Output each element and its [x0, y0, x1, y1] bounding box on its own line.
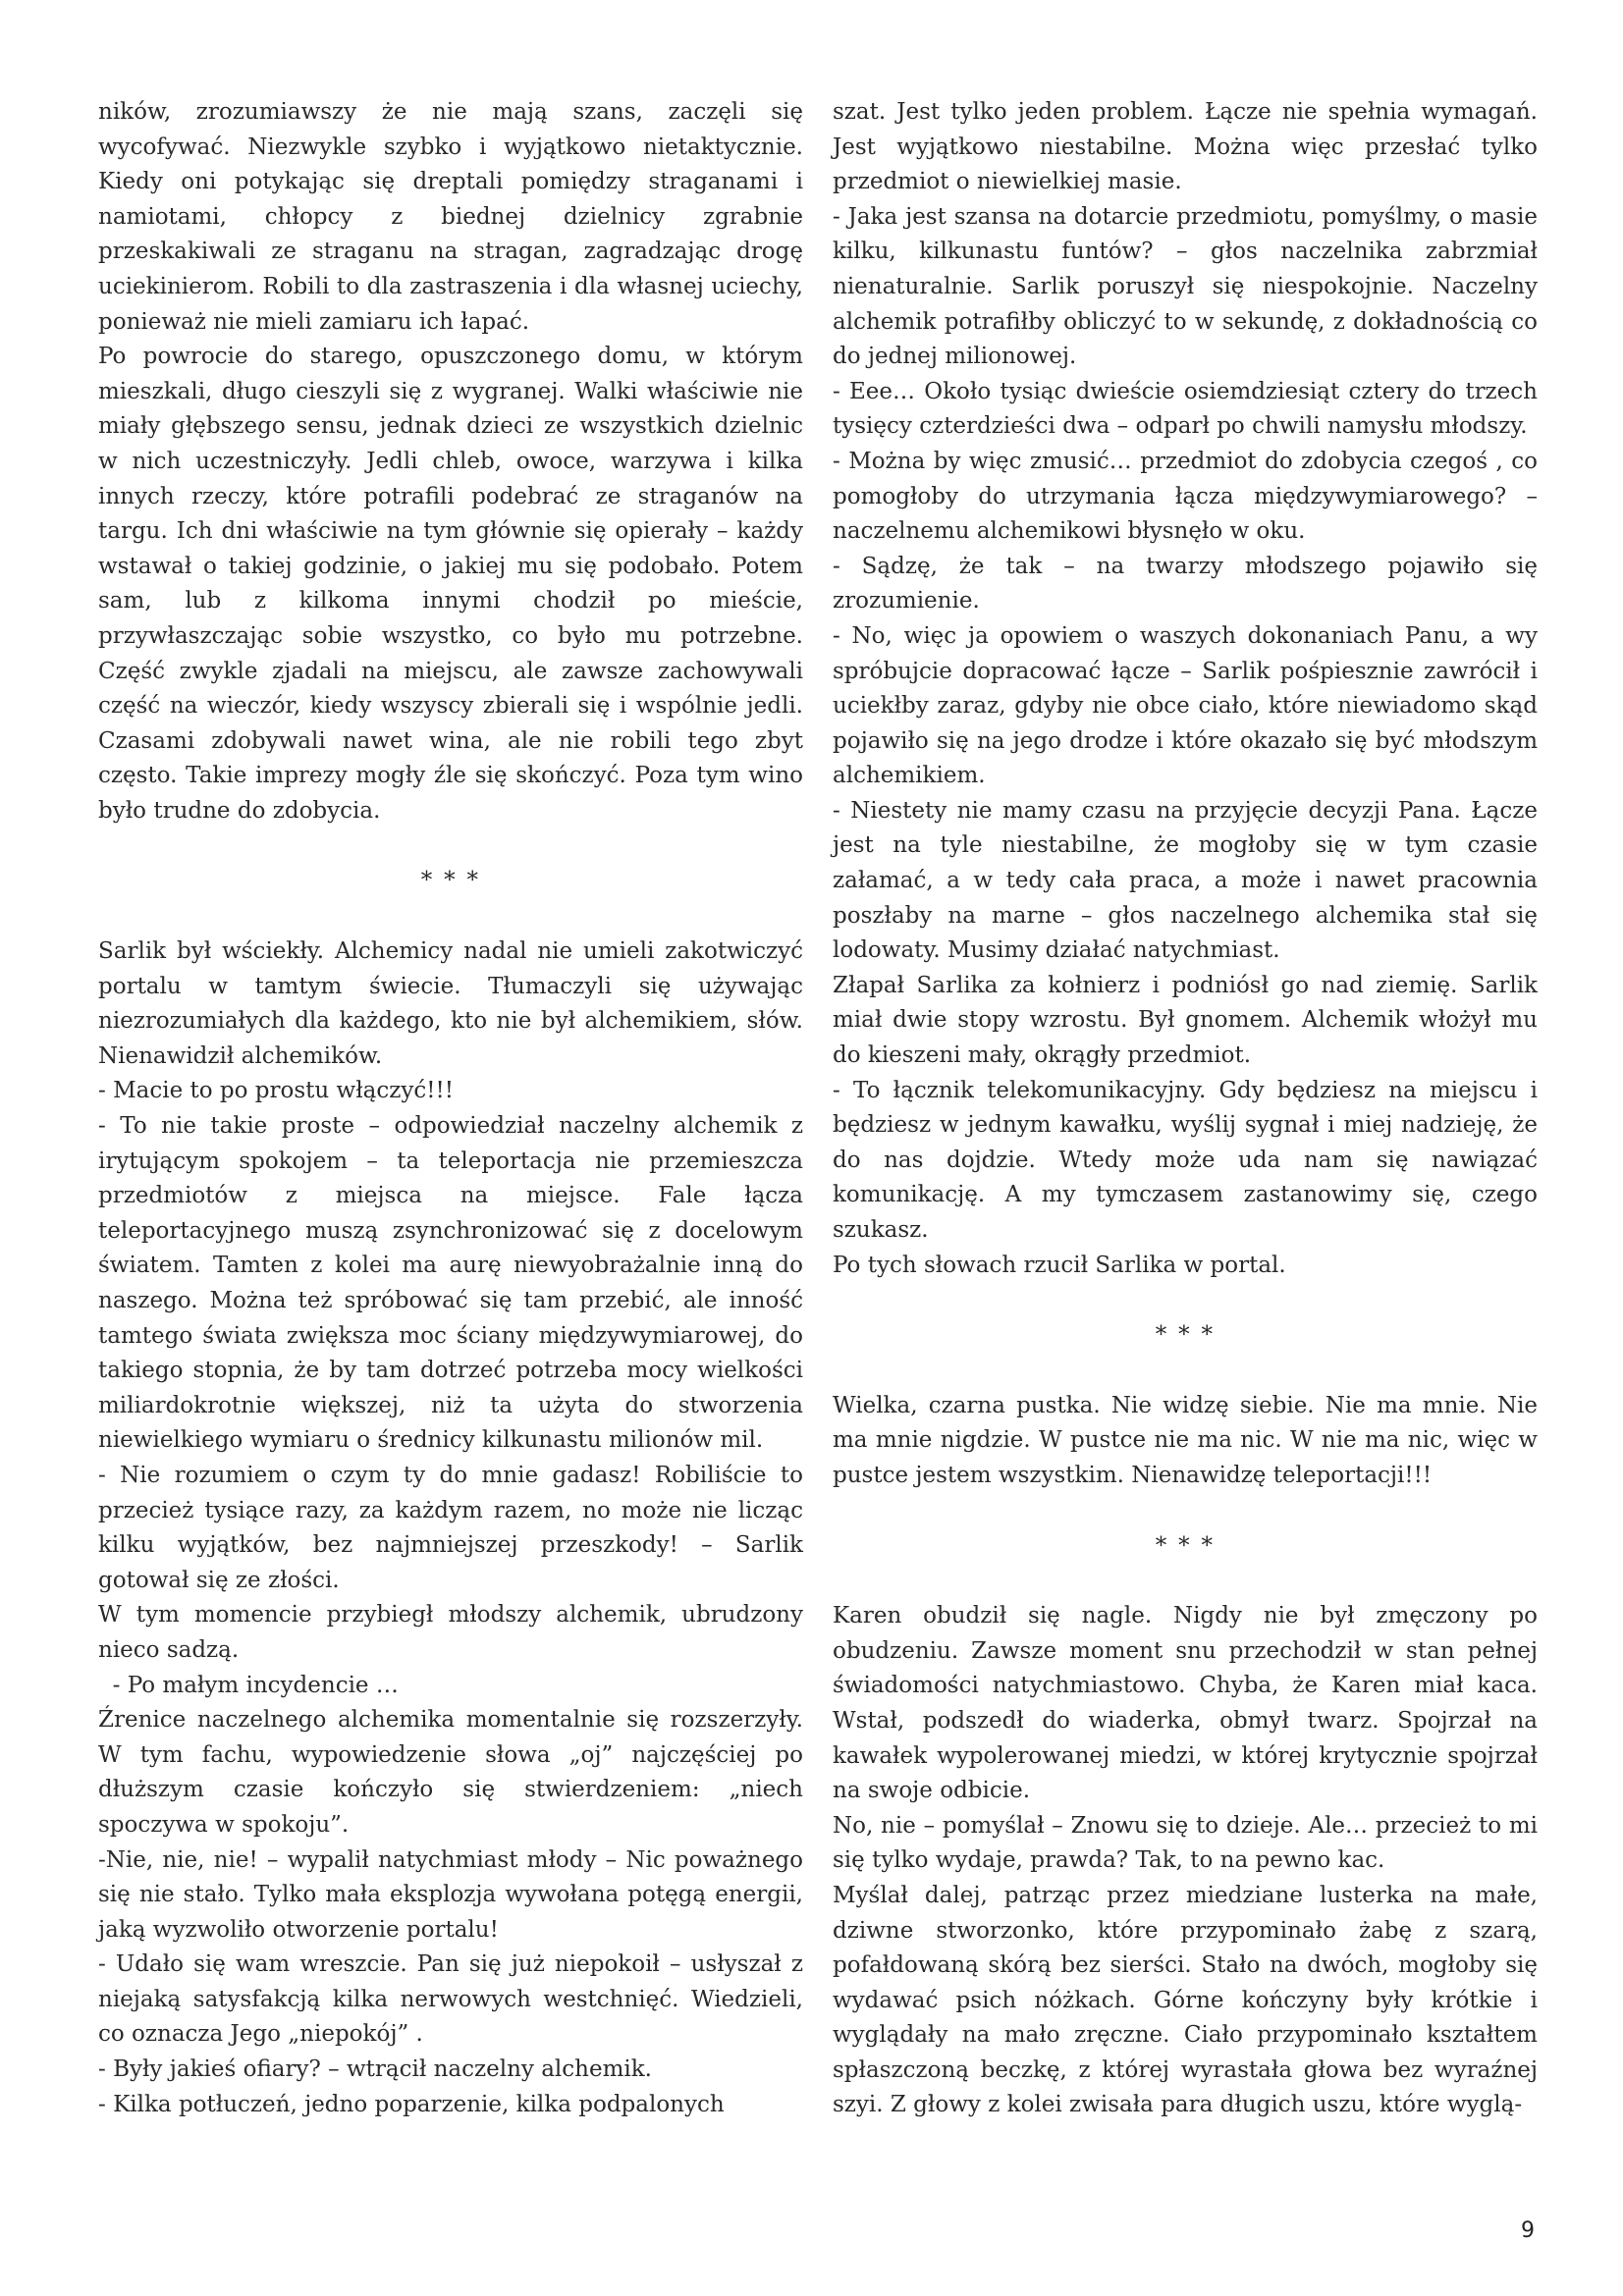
paragraph: Myślał dalej, patrząc przez miedziane lusterka na małe, dziwne stworzonko, które przypominało żabę z szarą, pofałdowaną skórą bez sierści. Stało na dwóch, mogłoby się wydawać psich nóżkach. Górne kończyny były krótkie i wyglądały na mało zręczne. Ciało przypominało kształtem spłaszczoną beczkę, z której wyrastała głowa bez wyraźnej szyi. Z głowy z kolei zwisała para długich uszu, które wyglą-	[833, 1882, 1538, 2118]
paragraph: Sarlik był wściekły. Alchemicy nadal nie umieli zakotwiczyć portalu w tamtym świecie. Tłumaczyli się używając niezrozumiałych dla każdego, kto nie był alchemikiem, słów. Nienawidził alchemików.	[98, 938, 803, 1069]
paragraph: - Po małym incydencie …	[98, 1672, 399, 1698]
left-column	[98, 95, 803, 2122]
section-separator: * * *	[1155, 1322, 1216, 1349]
paragraph: - Kilka potłuczeń, jedno poparzenie, kilka podpalonych	[98, 2091, 725, 2117]
section-separator: * * *	[1155, 1532, 1216, 1559]
paragraph: - Można by więc zmusić… przedmiot do zdobycia czegoś , co pomogłoby do utrzymania łącza międzywymiarowego? – naczelnemu alchemikowi błysnęło w oku.	[833, 448, 1538, 545]
paragraph: - No, więc ja opowiem o waszych dokonaniach Panu, a wy spróbujcie dopracować łącze – Sarlik pośpiesznie zawrócił i uciekłby zaraz, gdyby nie obce ciało, które niewiadomo skąd pojawiło się na jego drodze i które okazało się być młodszym alchemikiem.	[833, 622, 1538, 789]
paragraph: - Nie rozumiem o czym ty do mnie gadasz! Robiliście to przecież tysiące razy, za każdym razem, no może nie licząc kilku wyjątków, bez najmniejszej przeszkody! – Sarlik gotował się ze złości.	[98, 1462, 803, 1593]
section-separator: * * *	[420, 868, 481, 894]
paragraph: No, nie – pomyślał – Znowu się to dzieje. Ale… przecież to mi się tylko wydaje, prawda? Tak, to na pewno kac.	[833, 1812, 1538, 1874]
paragraph: - Były jakieś ofiary? – wtrącił naczelny alchemik.	[98, 2056, 652, 2083]
paragraph: - To łącznik telekomunikacyjny. Gdy będziesz na miejscu i będziesz w jednym kawałku, wyślij sygnał i miej nadzieję, że do nas dojdzie. Wtedy może uda nam się nawiązać komunikację. A my tymczasem zastanowimy się, czego szukasz.	[833, 1077, 1538, 1243]
paragraph: - Eee… Około tysiąc dwieście osiemdziesiąt cztery do trzech tysięcy czterdzieści dwa – odparł po chwili namysłu młodszy.	[833, 378, 1538, 440]
paragraph: Wielka, czarna pustka. Nie widzę siebie. Nie ma mnie. Nie ma mnie nigdzie. W pustce nie ma nic. W nie ma nic, więc w pustce jestem wszystkim. Nienawidzę teleportacji!!!	[833, 1392, 1538, 1488]
paragraph: Źrenice naczelnego alchemika momentalnie się rozszerzyły. W tym fachu, wypowiedzenie słowa „oj” najczęściej po dłuższym czasie kończyło się stwierdzeniem: „niech spoczywa w spokoju”.	[98, 1707, 803, 1838]
paragraph: - Sądzę, że tak – na twarzy młodszego pojawiło się zrozumienie.	[833, 553, 1538, 614]
paragraph: - To nie takie proste – odpowiedział naczelny alchemik z irytującym spokojem – ta teleportacja nie przemieszcza przedmiotów z miejsca na miejsce. Fale łącza teleportacyjnego muszą zsynchronizować się z docelowym światem. Tamten z kolei ma aurę niewyobrażalnie inną do naszego. Można też spróbować się tam przebić, ale inność tamtego świata zwiększa moc ściany międzywymiarowej, do takiego stopnia, że by tam dotrzeć potrzeba mocy wielkości miliardokrotnie większej, niż ta użyta do stworzenia niewielkiego wymiaru o średnicy kilkunastu milionów mil.	[98, 1113, 803, 1454]
right-column	[833, 95, 1538, 2123]
paragraph: szat. Jest tylko jeden problem. Łącze nie spełnia wymagań. Jest wyjątkowo niestabilne. Można więc przesłać tylko przedmiot o niewielkiej masie.	[833, 99, 1538, 195]
page-number: 9	[1521, 2218, 1535, 2243]
paragraph: - Niestety nie mamy czasu na przyjęcie decyzji Pana. Łącze jest na tyle niestabilne, że mogłoby się w tym czasie załamać, a w tedy cała praca, a może i nawet pracownia poszłaby na marne – głos naczelnego alchemika stał się lodowaty. Musimy działać natychmiast.	[833, 797, 1538, 964]
paragraph: - Jaka jest szansa na dotarcie przedmiotu, pomyślmy, o masie kilku, kilkunastu funtów? – głos naczelnika zabrzmiał nienaturalnie. Sarlik poruszył się niespokojnie. Naczelny alchemik potrafiłby obliczyć to w sekundę, z dokładnością co do jednej milionowej.	[833, 203, 1538, 370]
paragraph: Po powrocie do starego, opuszczonego domu, w którym mieszkali, długo cieszyli się z wygranej. Walki właściwie nie miały głębszego sensu, jednak dzieci ze wszystkich dzielnic w nich uczestniczyły. Jedli chleb, owoce, warzywa i kilka innych rzeczy, które potrafili podebrać ze straganów na targu. Ich dni właściwie na tym głównie się opierały – każdy wstawał o takiej godzinie, o jakiej mu się podobało. Potem sam, lub z kilkoma innymi chodził po mieście, przywłaszczając sobie wszystko, co było mu potrzebne. Część zwykle zjadali na miejscu, ale zawsze zachowywali część na wieczór, kiedy wszyscy zbierali się i wspólnie jedli. Czasami zdobywali nawet wina, ale nie robili tego zbyt często. Takie imprezy mogły źle się skończyć. Poza tym wino było trudne do zdobycia.	[98, 344, 803, 824]
paragraph: Po tych słowach rzucił Sarlika w portal.	[833, 1252, 1286, 1278]
paragraph: - Macie to po prostu włączyć!!!	[98, 1078, 454, 1104]
paragraph: -Nie, nie, nie! – wypalił natychmiast młody – Nic poważnego się nie stało. Tylko mała eksplozja wywołana potęgą energii, jaką wyzwoliło otworzenie portalu!	[98, 1846, 803, 1943]
paragraph: W tym momencie przybiegł młodszy alchemik, ubrudzony nieco sadzą.	[98, 1602, 803, 1663]
paragraph: Złapał Sarlika za kołnierz i podniósł go nad ziemię. Sarlik miał dwie stopy wzrostu. Był gnomem. Alchemik włożył mu do kieszeni mały, okrągły przedmiot.	[833, 972, 1538, 1069]
paragraph: Karen obudził się nagle. Nigdy nie był zmęczony po obudzeniu. Zawsze moment snu przechodził w stan pełnej świadomości natychmiastowo. Chyba, że Karen miał kaca. Wstał, podszedł do wiaderka, obmył twarz. Spojrzał na kawałek wypolerowanej miedzi, w której krytycznie spojrzał na swoje odbicie.	[833, 1603, 1538, 1804]
paragraph: ników, zrozumiawszy że nie mają szans, zaczęli się wycofywać. Niezwykle szybko i wyjątkowo nietaktycznie. Kiedy oni potykając się dreptali pomiędzy straganami i namiotami, chłopcy z biednej dzielnicy zgrabnie przeskakiwali ze straganu na stragan, zagradzając drogę uciekinierom. Robili to dla zastraszenia i dla własnej uciechy, ponieważ nie mieli zamiaru ich łapać.	[98, 99, 803, 335]
paragraph: - Udało się wam wreszcie. Pan się już niepokoił – usłyszał z niejaką satysfakcją kilka nerwowych westchnięć. Wiedzieli, co oznacza Jego „niepokój” .	[98, 1951, 803, 2048]
